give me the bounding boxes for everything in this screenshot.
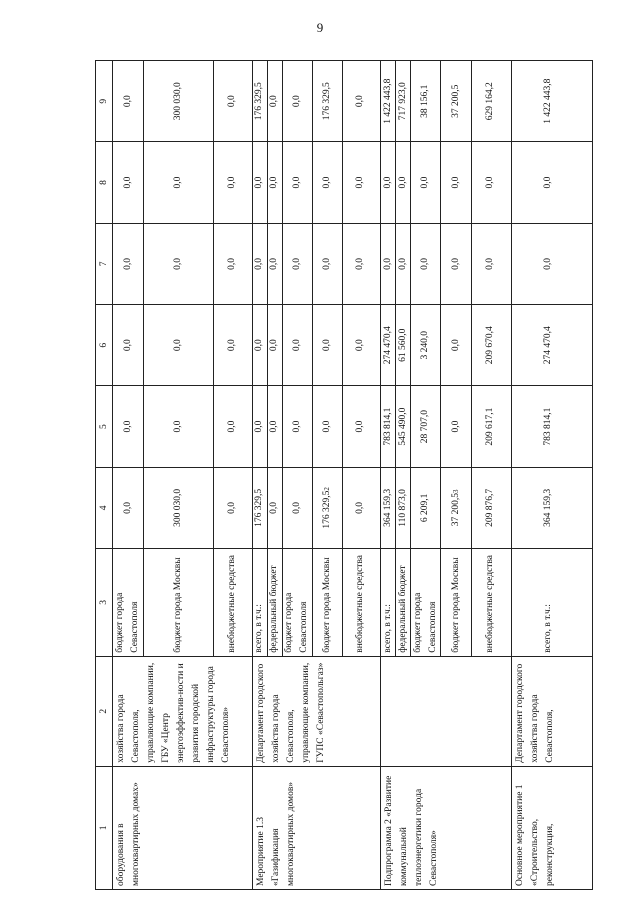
funding-table: [95, 60, 593, 890]
header-cell: 9: [96, 61, 113, 142]
value: 0,0: [226, 176, 237, 189]
value: 61 560,0: [396, 305, 411, 385]
value: 38 156,1: [411, 61, 441, 141]
value: 0,0: [144, 386, 214, 466]
value: 0,0: [253, 224, 268, 304]
value-col-5: [113, 386, 253, 467]
value: 0,0: [485, 257, 496, 270]
value: 0,0: [113, 142, 144, 222]
value-col-4: [113, 467, 253, 548]
value: 3 240,0: [411, 305, 441, 385]
value: 0,0: [355, 176, 366, 189]
value: 0,0: [144, 305, 214, 385]
value: 0,0: [313, 142, 343, 222]
source-line: федеральный бюджет: [268, 549, 283, 656]
header-cell: 5: [96, 386, 113, 467]
value-col-4: [381, 467, 512, 548]
source-cell: [511, 549, 592, 657]
value: 209 670,4: [485, 326, 496, 365]
value: 0,0: [113, 386, 144, 466]
value-with-footnote: 37 200,5 3: [441, 468, 472, 548]
value-col-7: [252, 223, 381, 304]
executor-cell: Департамент городского хозяйства города Севастополя, управляющие компании, ГУПС «Севастопольгаз»: [252, 656, 381, 766]
source-line: внебюджетные средства: [226, 554, 237, 653]
value: 364 159,3: [381, 468, 396, 548]
value: 28 707,0: [411, 386, 441, 466]
value: 0,0: [253, 386, 268, 466]
value: 0,0: [113, 61, 144, 141]
value-col-8: [113, 142, 253, 223]
value-col-4: [511, 467, 592, 548]
section-d-row: [511, 61, 592, 890]
source-line: внебюджетные средства: [355, 554, 366, 653]
value: 0,0: [113, 305, 144, 385]
value: 0,0: [313, 386, 343, 466]
value: 0,0: [543, 257, 554, 270]
value-col-7: [381, 223, 512, 304]
value: 0,0: [268, 224, 283, 304]
source-line: бюджет города Севастополя: [113, 549, 144, 656]
value: 0,0: [283, 468, 313, 548]
source-line: бюджет города Москвы: [441, 549, 472, 656]
value: 545 490,0: [396, 386, 411, 466]
value: 274 470,4: [381, 305, 396, 385]
value: 0,0: [313, 224, 343, 304]
section-a-row: [113, 61, 253, 890]
value: 274 470,4: [543, 326, 554, 365]
source-cell: [113, 549, 253, 657]
value: 176 329,5: [313, 61, 343, 141]
section-b-row: [252, 61, 381, 890]
value: 0,0: [226, 257, 237, 270]
header-row: [96, 61, 113, 890]
source-line: всего, в т.ч.:: [543, 604, 554, 653]
value: 0,0: [355, 95, 366, 108]
value: 0,0: [268, 61, 283, 141]
value: 0,0: [268, 468, 283, 548]
value-col-6: [113, 305, 253, 386]
value: 176 329,5: [321, 490, 332, 529]
value: 0,0: [441, 224, 472, 304]
value: 209 617,1: [485, 407, 496, 446]
value: 0,0: [226, 95, 237, 108]
value: 0,0: [396, 142, 411, 222]
rotated-table-container: [95, 60, 593, 890]
value: 0,0: [226, 339, 237, 352]
value: 783 814,1: [381, 386, 396, 466]
value: 0,0: [411, 142, 441, 222]
value: 0,0: [313, 305, 343, 385]
source-line: всего, в т.ч.:: [253, 549, 268, 656]
value-col-9: [381, 61, 512, 142]
source-line: бюджет города Севастополя: [411, 549, 441, 656]
value-col-8: [511, 142, 592, 223]
value: 0,0: [113, 224, 144, 304]
value-col-6: [252, 305, 381, 386]
value: 0,0: [355, 501, 366, 514]
activity-cell: Основное мероприятие 1 «Строительство, реконструкция,: [511, 766, 592, 889]
value: 6 209,1: [411, 468, 441, 548]
subprogram-cell: Подпрограмма 2 «Развитие коммунальной теплоэнергетики города Севастополя»: [381, 766, 512, 889]
value-col-9: [511, 61, 592, 142]
source-cell: [381, 549, 512, 657]
activity-cell: оборудования в многоквартирных домах»: [113, 766, 253, 889]
value-col-6: [381, 305, 512, 386]
source-line: внебюджетные средства: [485, 554, 496, 653]
value: 0,0: [253, 142, 268, 222]
value: 0,0: [144, 142, 214, 222]
value-col-7: [511, 223, 592, 304]
value: 0,0: [253, 305, 268, 385]
header-cell: 8: [96, 142, 113, 223]
value: 0,0: [226, 501, 237, 514]
source-cell: [252, 549, 381, 657]
value: 0,0: [381, 224, 396, 304]
header-cell: 6: [96, 305, 113, 386]
value-col-8: [252, 142, 381, 223]
value: 364 159,3: [543, 488, 554, 527]
value-col-4: [252, 467, 381, 548]
value: 0,0: [396, 224, 411, 304]
value: 0,0: [411, 224, 441, 304]
value-col-5: [511, 386, 592, 467]
value: 0,0: [441, 142, 472, 222]
value: 176 329,5: [253, 468, 268, 548]
value: 0,0: [283, 61, 313, 141]
header-cell: 4: [96, 467, 113, 548]
value: 0,0: [441, 305, 472, 385]
value: 0,0: [441, 386, 472, 466]
source-line: федеральный бюджет: [396, 549, 411, 656]
source-line: всего, в т.ч.:: [381, 549, 396, 656]
executor-cell: хозяйства города Севастополя, управляющие компании, ГБУ «Центр энергоэффектив-ности и развития городской инфраструктуры города Севастополя»: [113, 656, 253, 766]
section-c-row: [381, 61, 512, 890]
value-col-9: [252, 61, 381, 142]
value-col-6: [511, 305, 592, 386]
activity-cell: Мероприятие 1.3 «Газификация многоквартирных домов»: [252, 766, 381, 889]
header-cell: 7: [96, 223, 113, 304]
value-col-7: [113, 223, 253, 304]
value: 0,0: [113, 468, 144, 548]
header-cell: 3: [96, 549, 113, 657]
value-col-9: [113, 61, 253, 142]
value: 0,0: [283, 224, 313, 304]
value: 0,0: [283, 386, 313, 466]
executor-cell: Департамент городского хозяйства города Севастополя,: [511, 656, 592, 766]
value: 0,0: [381, 142, 396, 222]
value: 1 422 443,8: [543, 78, 554, 124]
value: 0,0: [355, 257, 366, 270]
value-with-footnote: 176 329,5 2: [313, 468, 343, 548]
value: 783 814,1: [543, 407, 554, 446]
value: 0,0: [283, 305, 313, 385]
value-col-8: [381, 142, 512, 223]
value: 0,0: [268, 142, 283, 222]
value: 0,0: [485, 176, 496, 189]
header-cell: 1: [96, 766, 113, 889]
value: 300 030,0: [144, 61, 214, 141]
value: 209 876,7: [485, 488, 496, 527]
source-line: бюджет города Москвы: [144, 549, 214, 656]
value: 0,0: [268, 386, 283, 466]
value: 110 873,0: [396, 468, 411, 548]
value: 0,0: [355, 339, 366, 352]
source-line: бюджет города Севастополя: [283, 549, 313, 656]
value: 1 422 443,8: [381, 61, 396, 141]
page-number: 9: [316, 20, 324, 35]
value: 0,0: [144, 224, 214, 304]
value: 37 200,5: [450, 493, 461, 527]
value: 0,0: [355, 420, 366, 433]
value: 0,0: [283, 142, 313, 222]
value: 0,0: [543, 176, 554, 189]
value: 176 329,5: [253, 61, 268, 141]
value: 629 164,2: [485, 82, 496, 121]
header-cell: 2: [96, 656, 113, 766]
value: 0,0: [226, 420, 237, 433]
value: 717 923,0: [396, 61, 411, 141]
value-col-5: [381, 386, 512, 467]
value-col-5: [252, 386, 381, 467]
value: 0,0: [268, 305, 283, 385]
source-line: бюджет города Москвы: [313, 549, 343, 656]
value: 37 200,5: [441, 61, 472, 141]
value: 300 030,0: [144, 468, 214, 548]
executor-cell: [381, 656, 512, 766]
